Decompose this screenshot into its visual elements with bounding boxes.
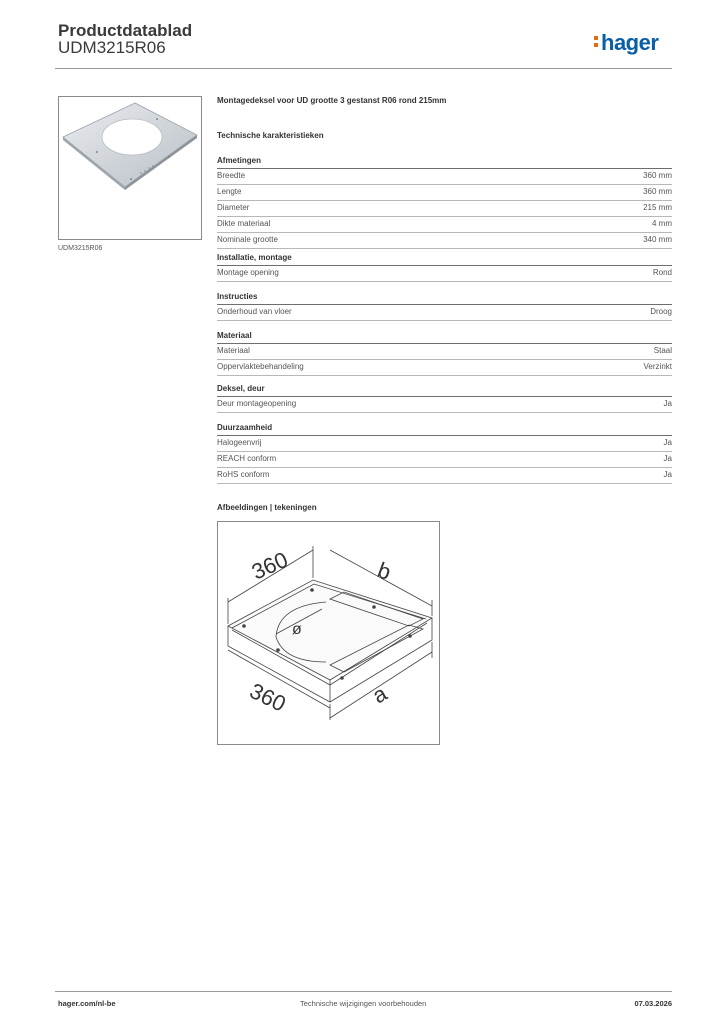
- spec-value: Ja: [663, 438, 672, 447]
- group-instructies: [217, 292, 672, 321]
- spec-row: [217, 185, 672, 201]
- spec-value: Staal: [653, 346, 672, 355]
- spec-row: [217, 304, 672, 321]
- spec-row: [217, 468, 672, 484]
- spec-label: Oppervlaktebehandeling: [217, 362, 304, 371]
- product-description: Montagedeksel voor UD grootte 3 gestanst R06 rond 215mm: [217, 96, 447, 105]
- spec-value: Ja: [663, 470, 672, 479]
- spec-row: [217, 168, 672, 185]
- spec-row: [217, 233, 672, 249]
- page-title: Productdatablad: [58, 21, 193, 40]
- dim-label-bottom-right: a: [368, 680, 392, 709]
- group-installatie: [217, 253, 672, 282]
- group-duurzaamheid: [217, 423, 672, 484]
- spec-label: RoHS conform: [217, 470, 270, 479]
- spec-value: 4 mm: [652, 219, 672, 228]
- spec-value: Droog: [650, 307, 672, 316]
- technical-drawing: [217, 521, 440, 745]
- product-code: UDM3215R06: [58, 38, 166, 57]
- spec-value: Ja: [663, 399, 672, 408]
- spec-row: [217, 360, 672, 376]
- group-materiaal: [217, 331, 672, 376]
- spec-label: Onderhoud van vloer: [217, 307, 292, 316]
- dimension-drawing: [218, 522, 439, 744]
- spec-label: Nominale grootte: [217, 235, 278, 244]
- spec-value: Ja: [663, 454, 672, 463]
- spec-row: [217, 435, 672, 452]
- cover-plate-image: [59, 97, 201, 239]
- spec-value: 360 mm: [643, 171, 672, 180]
- spec-value: Rond: [652, 268, 672, 277]
- dim-label-bottom-left: 360: [245, 678, 290, 717]
- spec-label: Lengte: [217, 187, 242, 196]
- thumbnail-caption: UDM3215R06: [58, 245, 103, 252]
- group-deksel-deur: [217, 384, 672, 413]
- group-title: Materiaal: [217, 331, 252, 340]
- spec-value: 360 mm: [643, 187, 672, 196]
- spec-label: Breedte: [217, 171, 246, 180]
- group-title: Duurzaamheid: [217, 423, 273, 432]
- gallery-title: Afbeeldingen | tekeningen: [217, 503, 317, 512]
- spec-row: [217, 452, 672, 468]
- logo-text: hager: [601, 30, 659, 55]
- spec-row: [217, 201, 672, 217]
- product-thumbnail: [58, 96, 202, 240]
- spec-row: [217, 396, 672, 413]
- dim-label-top-right: b: [374, 557, 395, 585]
- footer-disclaimer: Technische wijzigingen voorbehouden: [300, 999, 427, 1008]
- hager-logo: [594, 30, 658, 56]
- group-title: Afmetingen: [217, 156, 261, 165]
- footer-date: 07.03.2026: [634, 999, 672, 1008]
- dim-label-diameter: ø: [292, 621, 302, 638]
- spec-row: [217, 217, 672, 233]
- spec-label: REACH conform: [217, 454, 277, 463]
- logo-dots-icon: [594, 33, 599, 50]
- footer-website-link[interactable]: hager.com/nl-be: [58, 999, 116, 1008]
- dim-label-top-left: 360: [247, 546, 292, 585]
- spec-value: Verzinkt: [643, 362, 672, 371]
- group-title: Instructies: [217, 292, 258, 301]
- spec-value: 340 mm: [643, 235, 672, 244]
- group-title: Deksel, deur: [217, 384, 265, 393]
- spec-value: 215 mm: [643, 203, 672, 212]
- group-title: Installatie, montage: [217, 253, 292, 262]
- spec-row: [217, 343, 672, 360]
- spec-label: Diameter: [217, 203, 250, 212]
- spec-label: Dikte materiaal: [217, 219, 271, 228]
- spec-row: [217, 265, 672, 282]
- spec-label: Deur montageopening: [217, 399, 297, 408]
- spec-label: Montage opening: [217, 268, 279, 277]
- spec-label: Halogeenvrij: [217, 438, 262, 447]
- spec-label: Materiaal: [217, 346, 250, 355]
- section-title: Technische karakteristieken: [217, 131, 324, 140]
- group-afmetingen: [217, 156, 672, 249]
- footer-divider: [55, 991, 672, 992]
- header-divider: [55, 68, 672, 69]
